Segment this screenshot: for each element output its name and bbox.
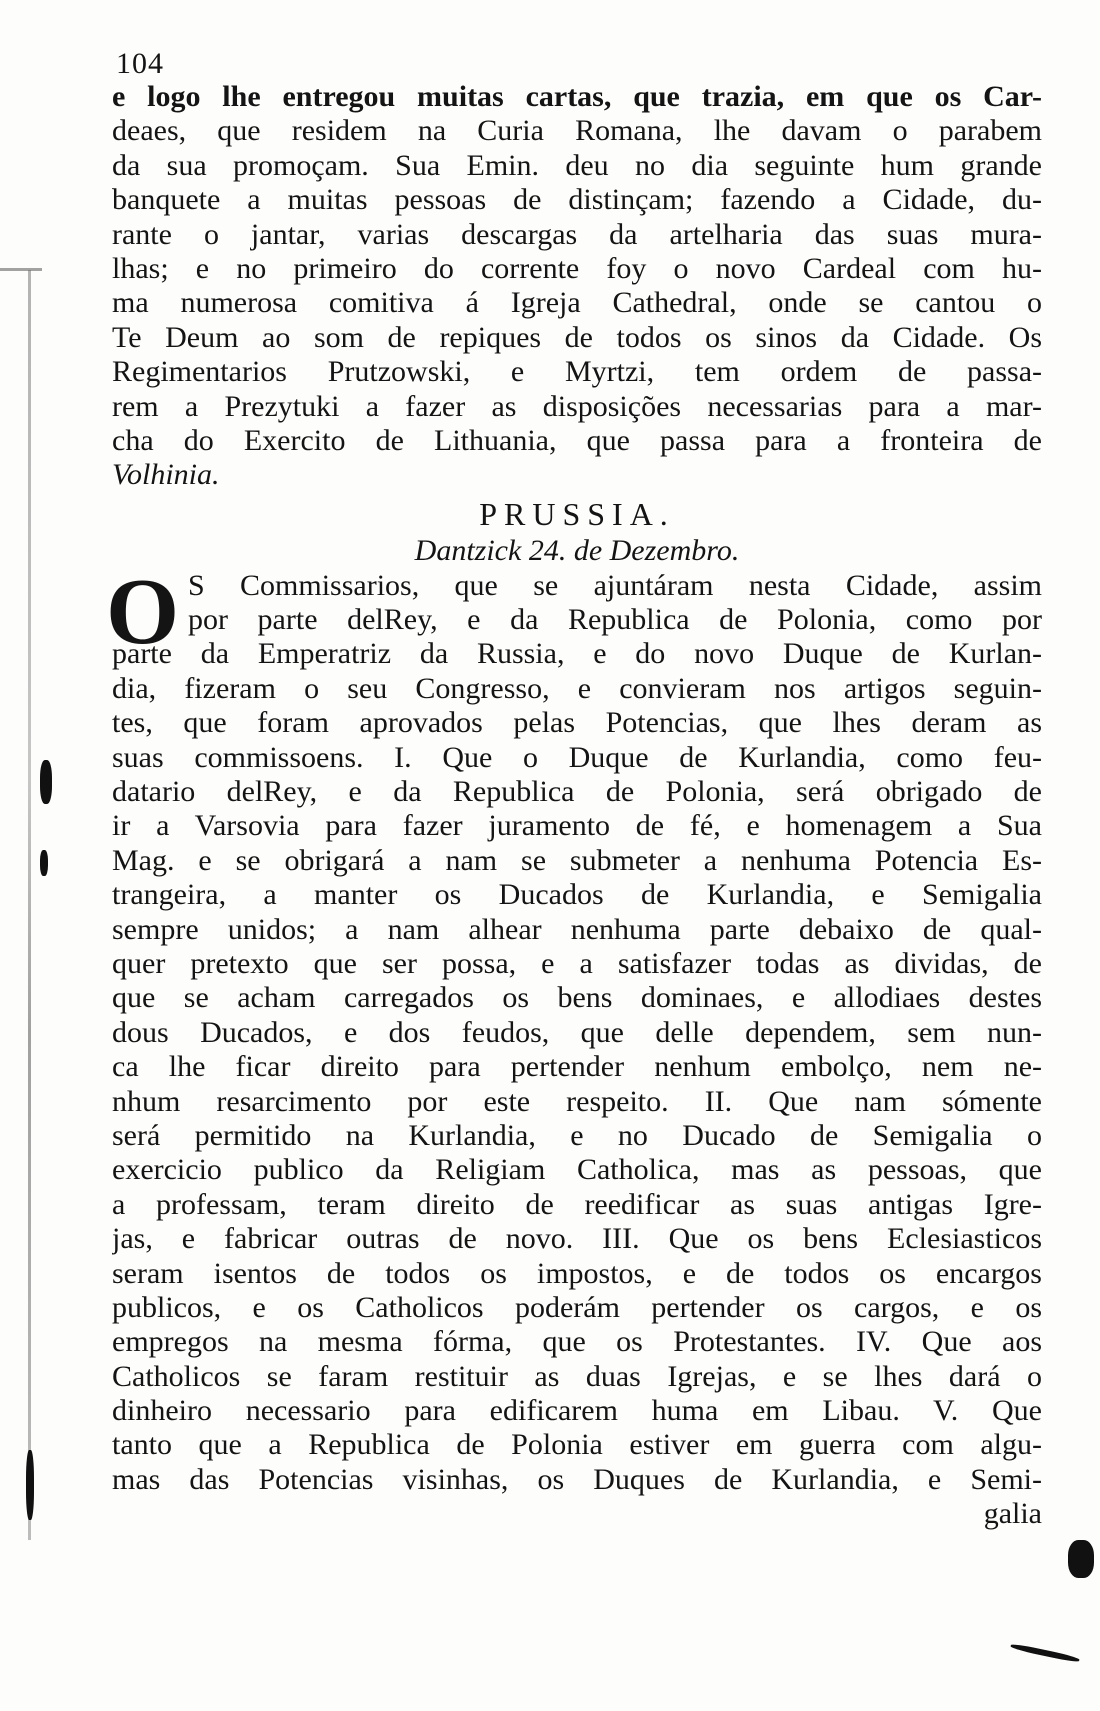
ink-blot bbox=[1068, 1540, 1094, 1578]
ink-blot bbox=[40, 760, 52, 804]
text-line: Regimentarios Prutzowski, e Myrtzi, tem ordem de passa- bbox=[112, 355, 1042, 389]
text-line: a professam, teram direito de reedificar as suas antigas Igre- bbox=[112, 1187, 1042, 1221]
text-line: datario delRey, e da Republica de Polonia, será obrigado de bbox=[112, 775, 1042, 809]
text-line: seram isentos de todos os impostos, e de todos os encargos bbox=[112, 1256, 1042, 1290]
section-dateline: Dantzick 24. de Dezembro. bbox=[414, 533, 740, 567]
text-line: será permitido na Kurlandia, e no Ducado de Semigalia o bbox=[112, 1118, 1042, 1152]
page-number: 104 bbox=[116, 47, 164, 80]
text-line: mas das Potencias visinhas, os Duques de Kurlandia, e Semi- bbox=[112, 1462, 1042, 1496]
text-line: exercicio publico da Religiam Catholica, mas as pessoas, que bbox=[112, 1153, 1042, 1187]
text-line: dinheiro necessario para edificarem huma em Libau. V. Que bbox=[112, 1394, 1042, 1428]
text-line: da sua promoçam. Sua Emin. deu no dia seguinte hum grande bbox=[112, 148, 1042, 182]
drop-cap: O bbox=[106, 559, 180, 664]
text-line: Te Deum ao som de repiques de todos os sinos da Cidade. Os bbox=[112, 320, 1042, 354]
text-block bbox=[106, 46, 1042, 1532]
text-line: nhum resarcimento por este respeito. II. Que nam sómente bbox=[112, 1084, 1042, 1118]
text-line: tanto que a Republica de Polonia estiver em guerra com algu- bbox=[112, 1428, 1042, 1462]
intro-paragraph bbox=[112, 80, 1042, 493]
text-line: que se acham carregados os bens dominaes, e allodiaes destes bbox=[112, 981, 1042, 1015]
text-line: ma numerosa comitiva á Igreja Cathedral, onde se cantou o bbox=[112, 286, 1042, 320]
ink-blot bbox=[26, 1450, 34, 1520]
scan-edge-mark bbox=[0, 268, 42, 271]
text-line: Mag. e se obrigará a nam se submeter a nenhuma Potencia Es- bbox=[112, 843, 1042, 877]
text-line: dous Ducados, e dos feudos, que delle dependem, sem nun- bbox=[112, 1015, 1042, 1049]
scan-binding-edge bbox=[28, 270, 31, 1540]
section-paragraph bbox=[106, 559, 1042, 1532]
text-line: jas, e fabricar outras de novo. III. Que os bens Eclesiasticos bbox=[112, 1222, 1042, 1256]
text-line: deaes, que residem na Curia Romana, lhe davam o parabem bbox=[112, 114, 1042, 148]
text-line: empregos na mesma fórma, que os Protestantes. IV. Que aos bbox=[112, 1325, 1042, 1359]
text-line: trangeira, a manter os Ducados de Kurlandia, e Semigalia bbox=[112, 878, 1042, 912]
text-line: rem a Prezytuki a fazer as disposições necessarias para a mar- bbox=[112, 389, 1042, 423]
text-line: S Commissarios, que se ajuntáram nesta Cidade, assim bbox=[188, 568, 1042, 602]
text-line: por parte delRey, e da Republica de Polonia, como por bbox=[188, 603, 1042, 637]
text-line: dia, fizeram o seu Congresso, e convieram nos artigos seguin- bbox=[112, 671, 1042, 705]
text-line: tes, que foram aprovados pelas Potencias, que lhes deram as bbox=[112, 706, 1042, 740]
text-line: cha do Exercito de Lithuania, que passa para a fronteira de bbox=[112, 423, 1042, 457]
ink-smudge bbox=[1010, 1643, 1080, 1663]
catchword: galia bbox=[983, 1497, 1042, 1531]
text-line: banquete a muitas pessoas de distinçam; fazendo a Cidade, du- bbox=[112, 183, 1042, 217]
ink-blot bbox=[40, 850, 48, 876]
text-line: ir a Varsovia para fazer juramento de fé, e homenagem a Sua bbox=[112, 809, 1042, 843]
text-line: rante o jantar, varias descargas da artelharia das suas mura- bbox=[112, 217, 1042, 251]
text-line: e logo lhe entregou muitas cartas, que trazia, em que os Car- bbox=[112, 80, 1042, 113]
text-line: Volhinia. bbox=[112, 458, 220, 492]
text-line: Catholicos se faram restituir as duas Igrejas, e se lhes dará o bbox=[112, 1359, 1042, 1393]
text-line: quer pretexto que ser possa, e a satisfazer todas as dividas, de bbox=[112, 946, 1042, 980]
section-heading: PRUSSIA. bbox=[479, 495, 675, 532]
text-line: lhas; e no primeiro do corrente foy o novo Cardeal com hu- bbox=[112, 251, 1042, 285]
text-line: publicos, e os Catholicos poderám pertender os cargos, e os bbox=[112, 1290, 1042, 1324]
text-line: parte da Emperatriz da Russia, e do novo Duque de Kurlan- bbox=[112, 637, 1042, 671]
text-line: sempre unidos; a nam alhear nenhuma parte debaixo de qual- bbox=[112, 912, 1042, 946]
text-line: suas commissoens. I. Que o Duque de Kurlandia, como feu- bbox=[112, 740, 1042, 774]
text-line: ca lhe ficar direito para pertender nenhum embolço, nem ne- bbox=[112, 1050, 1042, 1084]
